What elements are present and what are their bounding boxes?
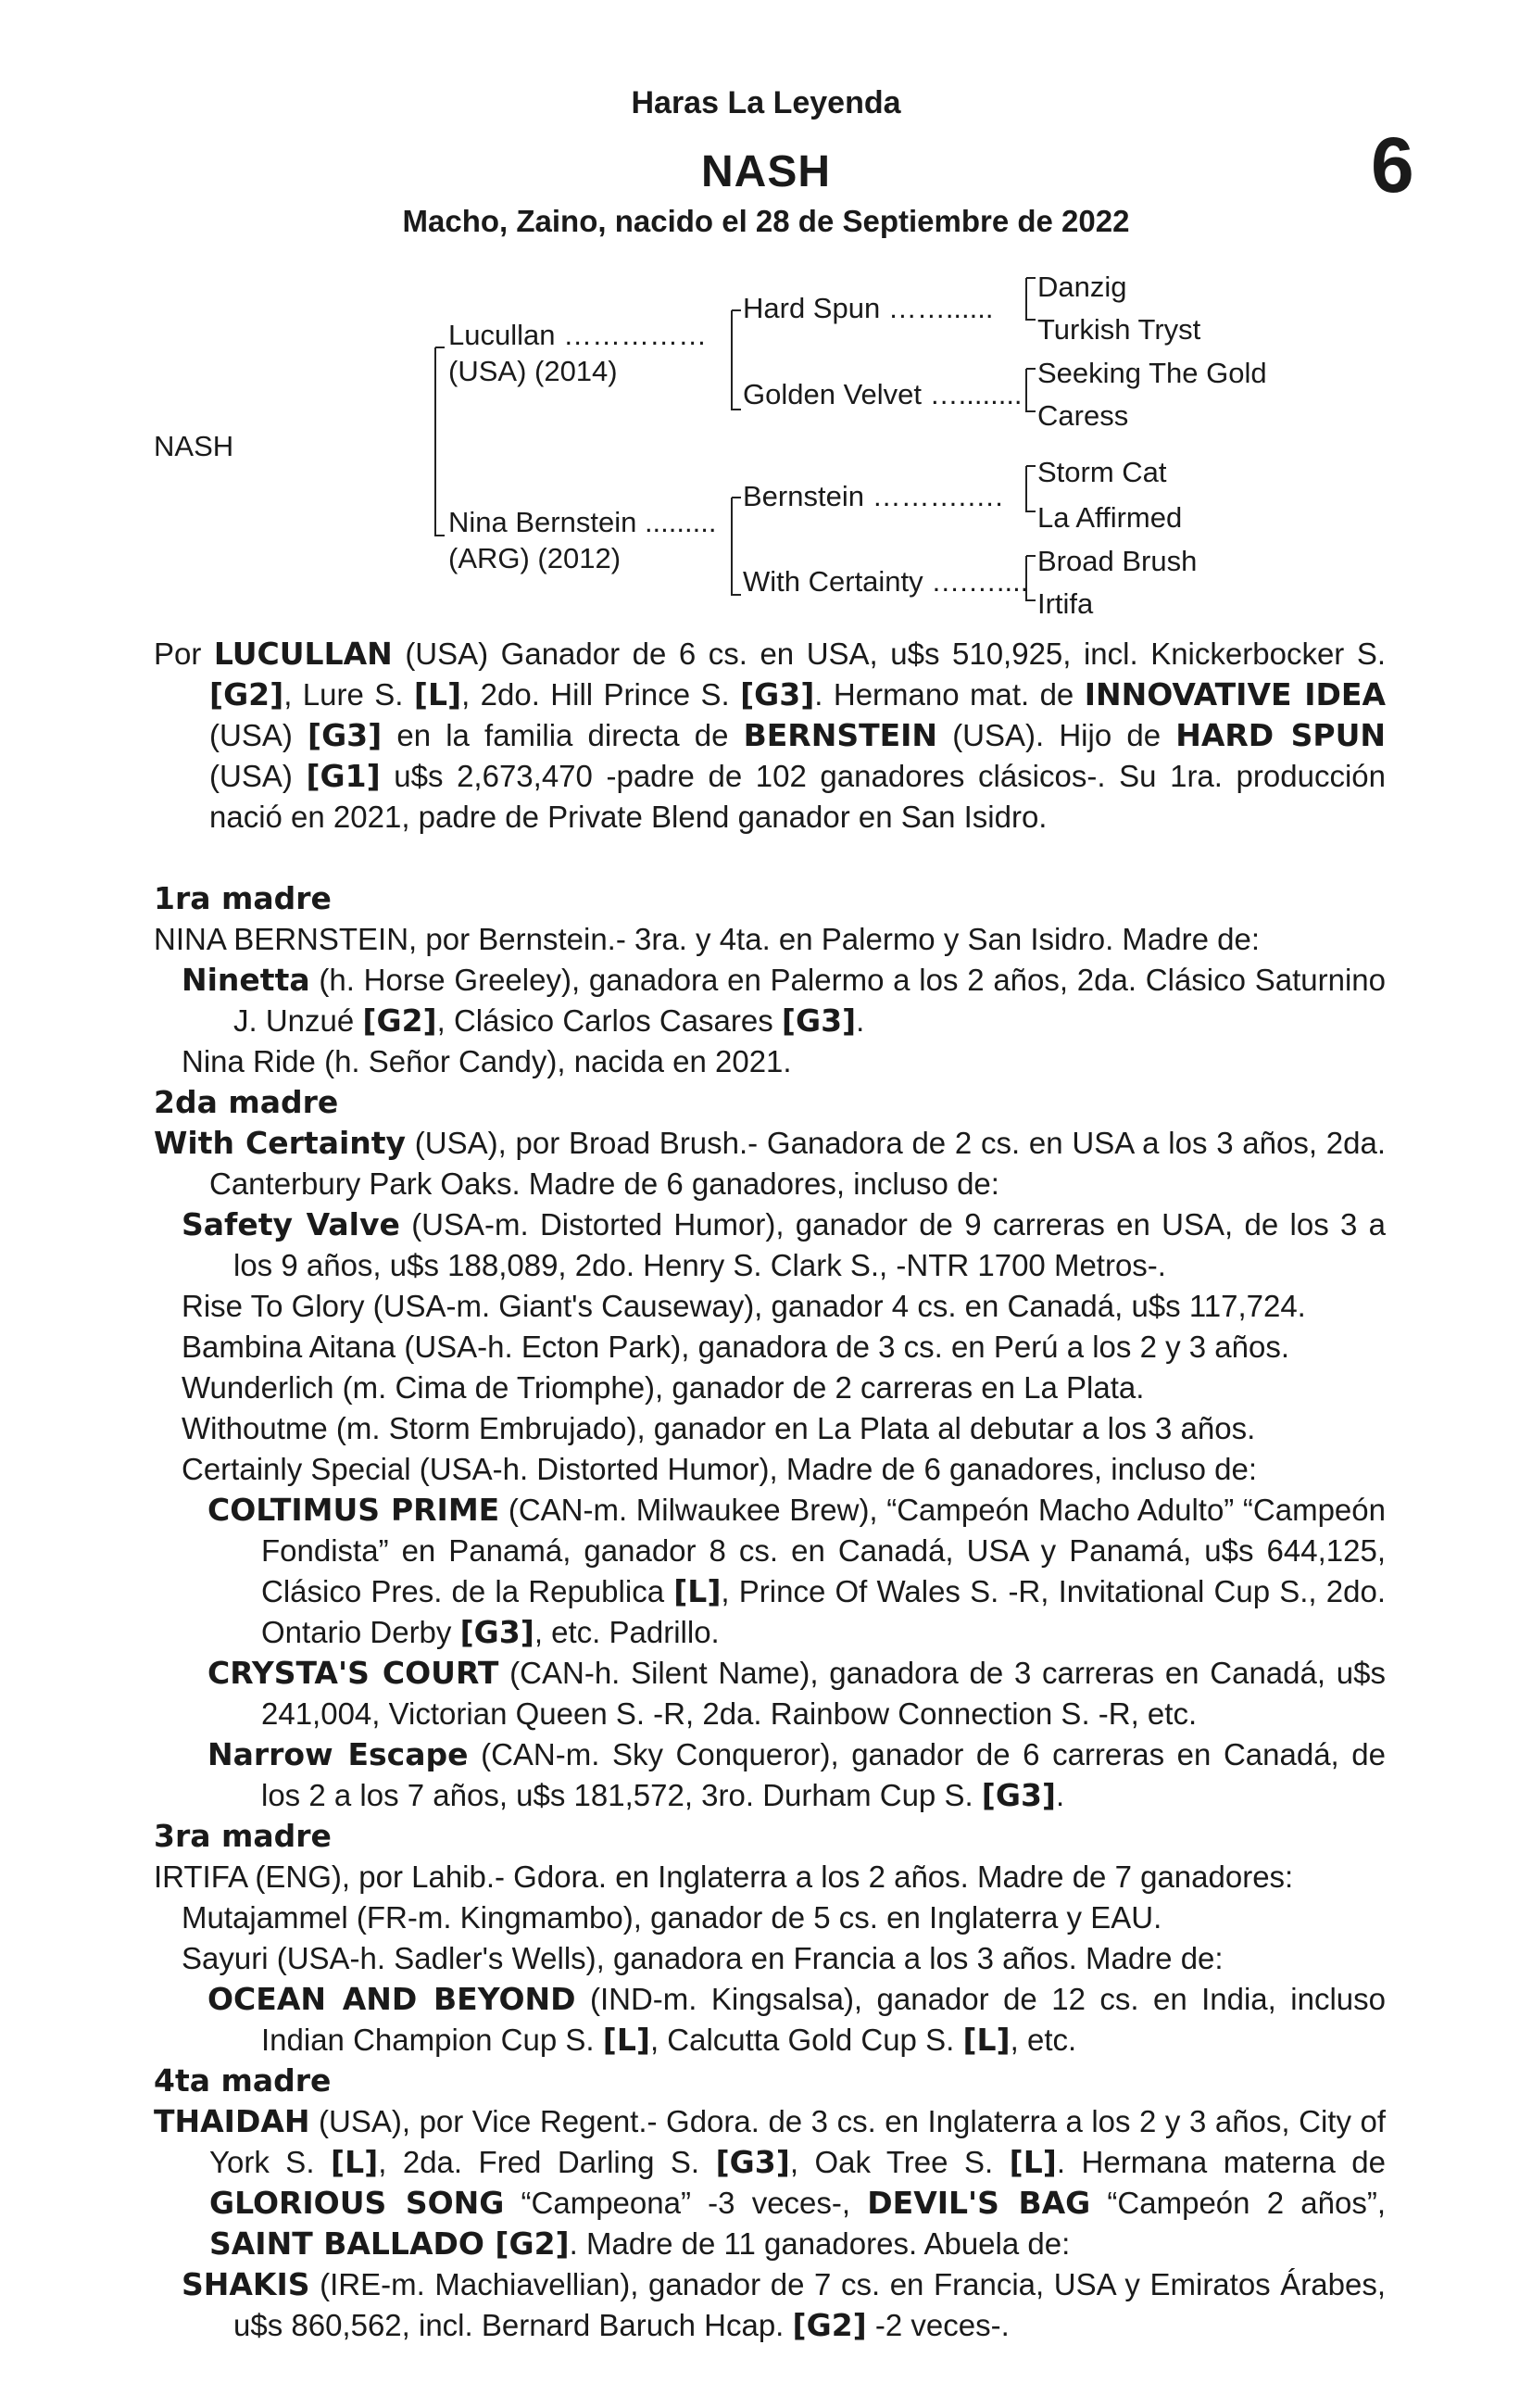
pedigree-sire-dam: Golden Velvet …........ (743, 378, 1023, 410)
third-dam-sub-entry: OCEAN AND BEYOND (IND-m. Kingsalsa), ganador de 12 cs. en India, incluso Indian Champion Cup S. [L], Calcutta Gold Cup S. [L], etc. (207, 1981, 1386, 2058)
second-dam-entry: Rise To Glory (USA-m. Giant's Causeway), ganador 4 cs. en Canadá, u$s 117,724. (182, 1289, 1306, 1323)
pedigree-ggp-2: Turkish Tryst (1037, 313, 1201, 346)
first-dam-intro: NINA BERNSTEIN, por Bernstein.- 3ra. y 4ta. en Palermo y San Isidro. Madre de: (154, 922, 1260, 956)
pedigree-ggp-1: Danzig (1037, 271, 1127, 303)
farm-name: Haras La Leyenda (631, 85, 901, 120)
pedigree-ggp-8: Irtifa (1037, 587, 1094, 620)
second-dam-sub-entry: CRYSTA'S COURT (CAN-h. Silent Name), ganadora de 3 carreras en Canadá, u$s 241,004, Victorian Queen S. -R, 2da. Rainbow Connection S. -R, etc. (207, 1655, 1386, 1731)
pedigree-dam-sire: Bernstein ……….…. (743, 480, 1003, 512)
catalog-body (154, 634, 1386, 2346)
second-dam-sub-entry: COLTIMUS PRIME (CAN-m. Milwaukee Brew), “Campeón Macho Adulto” “Campeón Fondista” en Panamá, ganador 8 cs. en Canadá, USA y Panamá, u$s 644,125, Clásico Pres. de la Republica [L], Prince Of Wales S. -R, Invitational Cup S., 2do. Ontario Derby [G3], etc. Padrillo. (207, 1492, 1386, 1650)
pedigree-ggp-7: Broad Brush (1037, 545, 1198, 577)
pedigree-ggp-3: Seeking The Gold (1037, 357, 1267, 389)
first-dam-heading: 1ra madre (154, 880, 332, 916)
fourth-dam-intro: THAIDAH (USA), por Vice Regent.- Gdora. de 3 cs. en Inglaterra a los 2 y 3 años, City of York S. [L], 2da. Fred Darling S. [G3], Oak Tree S. [L]. Hermana materna de GLORIOUS SONG “Campeona” -3 veces-, DEVIL'S BAG “Campeón 2 años”, SAINT BALLADO [G2]. Madre de 11 ganadores. Abuela de: (154, 2103, 1386, 2262)
third-dam-entry: Sayuri (USA-h. Sadler's Wells), ganadora en Francia a los 3 años. Madre de: (182, 1941, 1224, 1975)
pedigree-ggp-5: Storm Cat (1037, 456, 1167, 488)
second-dam-entry: Certainly Special (USA-h. Distorted Humor), Madre de 6 ganadores, incluso de: (182, 1452, 1258, 1486)
first-dam-entry: Ninetta (h. Horse Greeley), ganadora en Palermo a los 2 años, 2da. Clásico Saturnino J. Unzué [G2], Clásico Carlos Casares [G3]. (182, 962, 1386, 1039)
fourth-dam-entry: SHAKIS (IRE-m. Machiavellian), ganador de 7 cs. en Francia, USA y Emiratos Árabes, u$s 860,562, incl. Bernard Baruch Hcap. [G2] -2 veces-. (182, 2266, 1386, 2343)
second-dam-sub-entry: Narrow Escape (CAN-m. Sky Conqueror), ganador de 6 carreras en Canadá, de los 2 a los 7 años, u$s 181,572, 3ro. Durham Cup S. [G3]. (207, 1736, 1386, 1813)
third-dam-heading: 3ra madre (154, 1818, 332, 1854)
third-dam-entry: Mutajammel (FR-m. Kingmambo), ganador de 5 cs. en Inglaterra y EAU. (182, 1900, 1162, 1935)
second-dam-intro: With Certainty (USA), por Broad Brush.- Ganadora de 2 cs. en USA a los 3 años, 2da. Canterbury Park Oaks. Madre de 6 ganadores, incluso de: (154, 1125, 1386, 1201)
pedigree-sire: Lucullan …………… (448, 319, 708, 351)
pedigree-subject: NASH (154, 430, 234, 462)
first-dam-entry: Nina Ride (h. Señor Candy), nacida en 2021. (182, 1044, 792, 1078)
second-dam-heading: 2da madre (154, 1084, 339, 1120)
pedigree-dam: Nina Bernstein ......... (448, 506, 717, 538)
sire-paragraph: Por LUCULLAN (USA) Ganador de 6 cs. en USA, u$s 510,925, incl. Knickerbocker S. [G2], Lure S. [L], 2do. Hill Prince S. [G3]. Hermano mat. de INNOVATIVE IDEA (USA) [G3] en la familia directa de BERNSTEIN (USA). Hijo de HARD SPUN (USA) [G1] u$s 2,673,470 -padre de 102 ganadores clásicos-. Su 1ra. producción nació en 2021, padre de Private Blend ganador en San Isidro. (154, 636, 1387, 834)
pedigree-ggp-6: La Affirmed (1037, 501, 1183, 534)
second-dam-entry: Safety Valve (USA-m. Distorted Humor), ganador de 9 carreras en USA, de los 3 a los 9 años, u$s 188,089, 2do. Henry S. Clark S., -NTR 1700 Metros-. (182, 1206, 1386, 1282)
pedigree-dam-origin: (ARG) (2012) (448, 542, 622, 574)
pedigree-dam-dam: With Certainty ….….... (743, 565, 1029, 598)
lot-number: 6 (1371, 121, 1414, 208)
pedigree-sire-sire: Hard Spun ……...... (743, 292, 994, 324)
fourth-dam-heading: 4ta madre (154, 2062, 332, 2099)
horse-description: Macho, Zaino, nacido el 28 de Septiembre de 2022 (402, 204, 1130, 238)
pedigree-sire-origin: (USA) (2014) (448, 355, 618, 387)
second-dam-entry: Withoutme (m. Storm Embrujado), ganador en La Plata al debutar a los 3 años. (182, 1411, 1256, 1445)
third-dam-intro: IRTIFA (ENG), por Lahib.- Gdora. en Inglaterra a los 2 años. Madre de 7 ganadores: (154, 1860, 1294, 1894)
horse-name: NASH (700, 147, 831, 196)
second-dam-entry: Bambina Aitana (USA-h. Ecton Park), ganadora de 3 cs. en Perú a los 2 y 3 años. (182, 1330, 1290, 1364)
pedigree-chart (0, 0, 1532, 630)
pedigree-ggp-4: Caress (1037, 399, 1129, 432)
second-dam-entry: Wunderlich (m. Cima de Triomphe), ganador de 2 carreras en La Plata. (182, 1370, 1145, 1405)
